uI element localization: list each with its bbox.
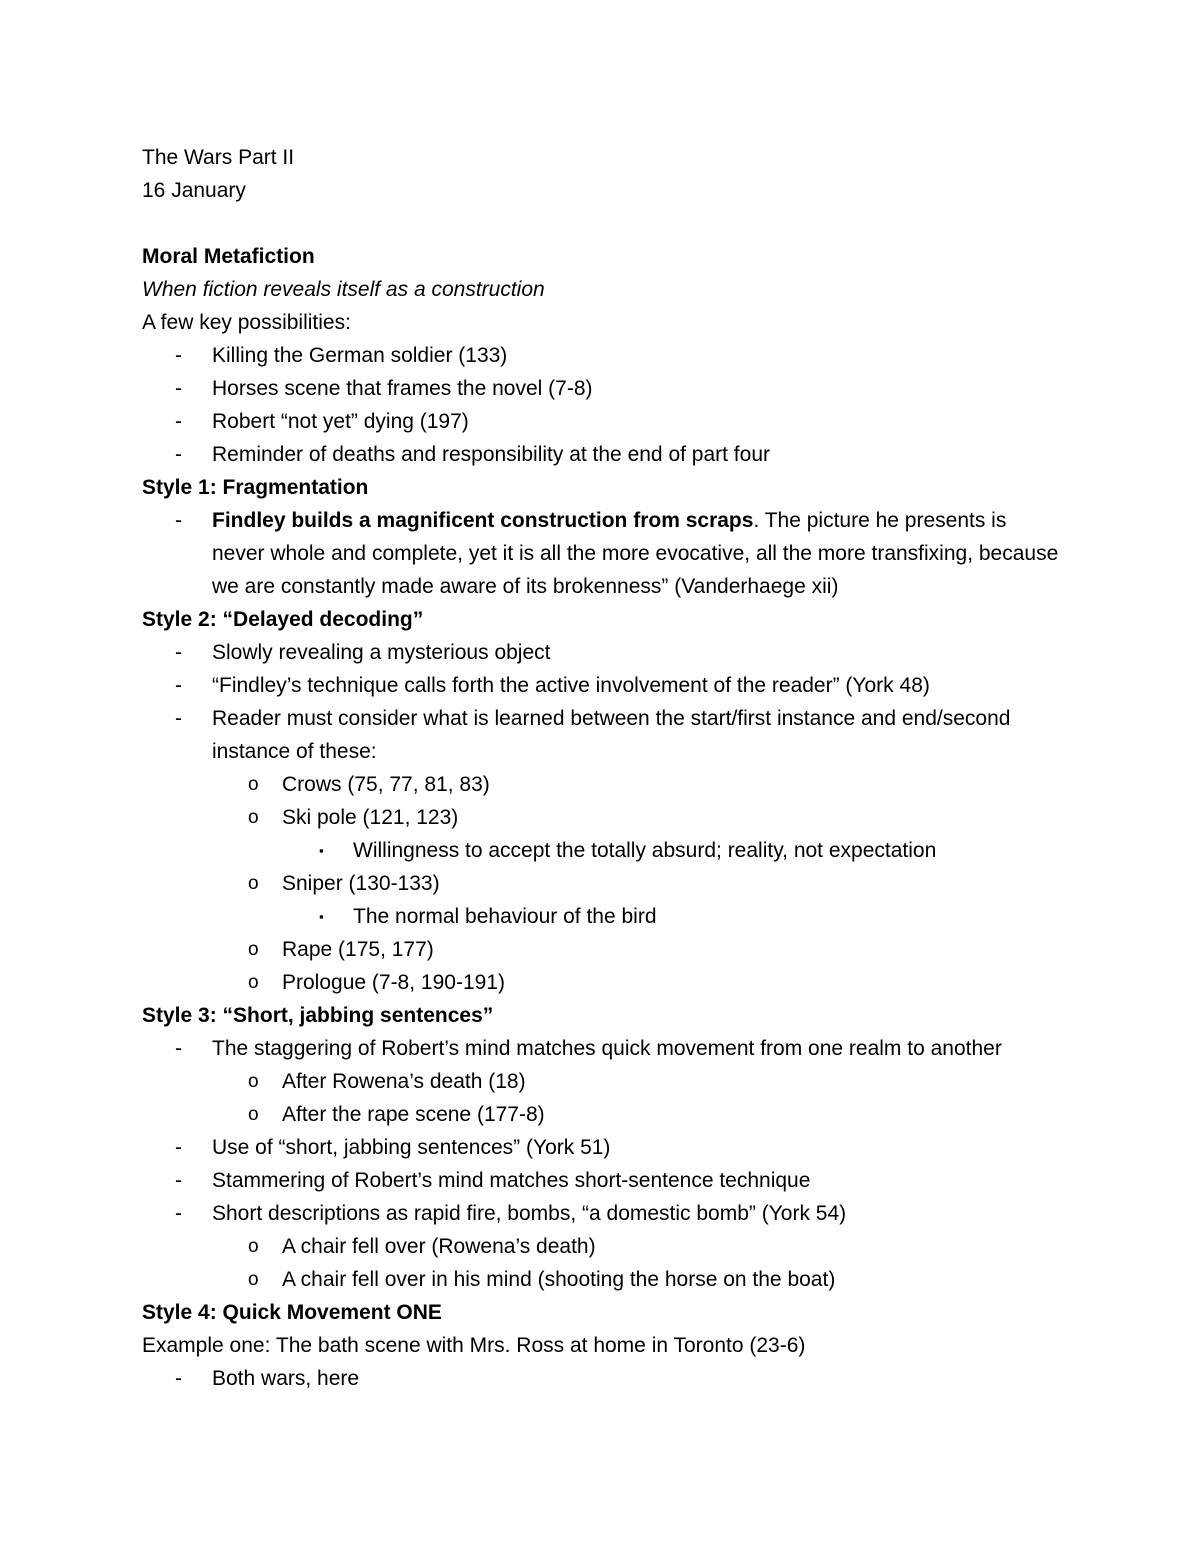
- list-item-text: The staggering of Robert’s mind matches quick movement from one realm to another: [212, 1037, 1002, 1060]
- definition-text: When fiction reveals itself as a construction: [142, 278, 545, 301]
- quote-rest-text: . The picture he presents is never whole and complete, yet it is all the more evocative, all the more transfixing, because we are constantly made aware of its brokenness” (Vanderhaege xii): [212, 509, 1059, 598]
- sub-sub-list-item-text: Willingness to accept the totally absurd; reality, not expectation: [353, 839, 937, 862]
- list-item-text: “Findley’s technique calls forth the active involvement of the reader” (York 48): [212, 674, 930, 697]
- circle-bullet: o: [248, 1104, 259, 1125]
- sub-list-item-text: Ski pole (121, 123): [282, 806, 459, 829]
- sub-list-item-text: Rape (175, 177): [282, 938, 434, 961]
- sub-list-item: [142, 966, 1082, 999]
- sub-list-item: [142, 1065, 1082, 1098]
- dash-bullet: -: [175, 1202, 182, 1225]
- sub-list-item-text: Crows (75, 77, 81, 83): [282, 773, 490, 796]
- square-bullet: ▪: [319, 843, 324, 858]
- list-item-text: Short descriptions as rapid fire, bombs, “a domestic bomb” (York 54): [212, 1202, 847, 1225]
- sub-list-item-text: Sniper (130-133): [282, 872, 440, 895]
- list-item-text: Horses scene that frames the novel (7-8): [212, 377, 593, 400]
- sub-list-item: [142, 1098, 1082, 1131]
- quote-text: [212, 504, 1062, 603]
- sub-list-item-text: A chair fell over in his mind (shooting the horse on the boat): [282, 1268, 836, 1291]
- dash-bullet: -: [175, 707, 182, 730]
- example-text: Example one: The bath scene with Mrs. Ross at home in Toronto (23-6): [142, 1334, 806, 1357]
- list-item: [142, 669, 1082, 702]
- list-item-text: Use of “short, jabbing sentences” (York 51): [212, 1136, 611, 1159]
- sub-list-item: [142, 1230, 1082, 1263]
- sub-list-item-text: Prologue (7-8, 190-191): [282, 971, 505, 994]
- dash-bullet: -: [175, 1037, 182, 1060]
- dash-bullet: -: [175, 410, 182, 433]
- circle-bullet: o: [248, 1071, 259, 1092]
- sub-list-item: [142, 1263, 1082, 1296]
- list-item: [142, 1032, 1082, 1065]
- sub-list-item-text: After the rape scene (177-8): [282, 1103, 545, 1126]
- sub-list-item: [142, 801, 1082, 834]
- list-item-text: Both wars, here: [212, 1367, 360, 1390]
- dash-bullet: -: [175, 641, 182, 664]
- list-item: [142, 1197, 1082, 1230]
- sub-list-item: [142, 933, 1082, 966]
- sub-sub-list-item-text: The normal behaviour of the bird: [353, 905, 657, 928]
- dash-bullet: -: [175, 1367, 182, 1390]
- list-item: [142, 405, 1082, 438]
- circle-bullet: o: [248, 1269, 259, 1290]
- section-heading-style4: Style 4: Quick Movement ONE: [142, 1301, 442, 1324]
- intro-text: A few key possibilities:: [142, 311, 351, 334]
- circle-bullet: o: [248, 1236, 259, 1257]
- section-heading-style2: Style 2: “Delayed decoding”: [142, 608, 424, 631]
- document-title: The Wars Part II: [142, 146, 295, 169]
- list-item: [142, 372, 1082, 405]
- list-item: [142, 702, 1082, 768]
- list-item: [142, 339, 1082, 372]
- list-item-text: Stammering of Robert’s mind matches short-sentence technique: [212, 1169, 811, 1192]
- dash-bullet: -: [175, 509, 182, 532]
- sub-list-item: [142, 768, 1082, 801]
- list-item: [142, 1164, 1082, 1197]
- sub-sub-list-item: [142, 900, 1082, 933]
- list-item: [142, 438, 1082, 471]
- list-item-text: Killing the German soldier (133): [212, 344, 508, 367]
- list-item: [142, 636, 1082, 669]
- dash-bullet: -: [175, 1136, 182, 1159]
- quote-bold-text: Findley builds a magnificent construction from scraps: [212, 509, 754, 532]
- square-bullet: ▪: [319, 909, 324, 924]
- list-item: [142, 1131, 1082, 1164]
- dash-bullet: -: [175, 377, 182, 400]
- sub-sub-list-item: [142, 834, 1082, 867]
- list-item-text: Reader must consider what is learned between the start/first instance and end/second instance of these:: [212, 707, 1011, 763]
- sub-list-item-text: A chair fell over (Rowena’s death): [282, 1235, 596, 1258]
- list-item-text: Robert “not yet” dying (197): [212, 410, 469, 433]
- dash-bullet: -: [175, 1169, 182, 1192]
- dash-bullet: -: [175, 443, 182, 466]
- sub-list-item: [142, 867, 1082, 900]
- circle-bullet: o: [248, 873, 259, 894]
- dash-bullet: -: [175, 674, 182, 697]
- section-heading-style1: Style 1: Fragmentation: [142, 476, 369, 499]
- circle-bullet: o: [248, 972, 259, 993]
- circle-bullet: o: [248, 807, 259, 828]
- section-heading-moral-metafiction: Moral Metafiction: [142, 245, 315, 268]
- circle-bullet: o: [248, 939, 259, 960]
- dash-bullet: -: [175, 344, 182, 367]
- list-item: [142, 1362, 1082, 1395]
- list-item: [142, 504, 1082, 603]
- document-date: 16 January: [142, 179, 246, 202]
- blank-line: [142, 207, 1082, 240]
- list-item-text: Slowly revealing a mysterious object: [212, 641, 551, 664]
- list-item-text: Reminder of deaths and responsibility at the end of part four: [212, 443, 770, 466]
- circle-bullet: o: [248, 774, 259, 795]
- sub-list-item-text: After Rowena’s death (18): [282, 1070, 526, 1093]
- document-page: [142, 141, 1082, 1395]
- section-heading-style3: Style 3: “Short, jabbing sentences”: [142, 1004, 494, 1027]
